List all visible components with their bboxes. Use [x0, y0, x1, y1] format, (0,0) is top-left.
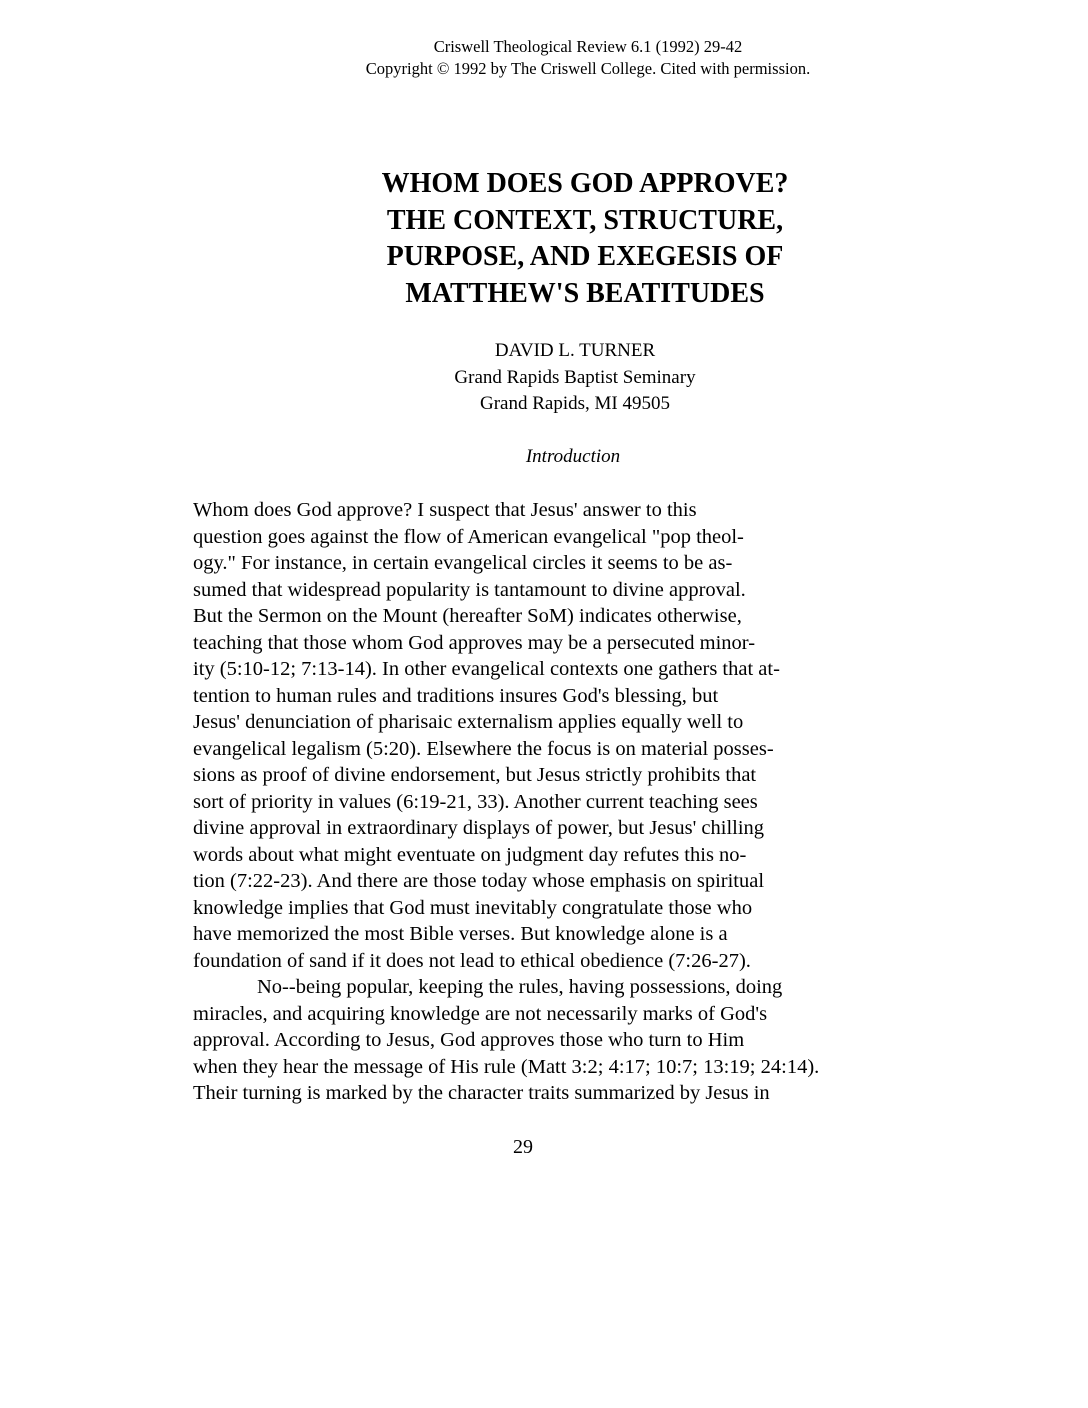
copyright-notice: Copyright © 1992 by The Criswell College. Cited with permission.	[365, 59, 811, 78]
article-title	[0, 166, 1088, 312]
author-institution: Grand Rapids Baptist Seminary	[454, 366, 696, 388]
text-line: ity (5:10-12; 7:13-14). In other evangelical contexts one gathers that at-	[193, 658, 780, 680]
text-line: when they hear the message of His rule (Matt 3:2; 4:17; 10:7; 13:19; 24:14).	[193, 1055, 820, 1078]
author-name: DAVID L. TURNER	[494, 340, 656, 361]
title-line: THE CONTEXT, STRUCTURE,	[386, 204, 784, 236]
text-line: knowledge implies that God must inevitably congratulate those who	[193, 896, 753, 919]
text-line: words about what might eventuate on judgment day refutes this no-	[193, 843, 747, 866]
text-line: tention to human rules and traditions insures God's blessing, but	[193, 684, 719, 707]
section-heading: Introduction	[525, 446, 621, 467]
text-line: ogy." For instance, in certain evangelical circles it seems to be as-	[193, 552, 733, 574]
text-line: miracles, and acquiring knowledge are not necessarily marks of God's	[193, 1002, 768, 1025]
text-line: sumed that widespread popularity is tantamount to divine approval.	[193, 578, 746, 601]
title-line: PURPOSE, AND EXEGESIS OF	[386, 241, 784, 272]
text-line: Whom does God approve? I suspect that Jesus' answer to this	[193, 499, 697, 521]
page-number: 29	[513, 1136, 533, 1158]
author-address: Grand Rapids, MI 49505	[480, 393, 670, 414]
text-line: sort of priority in values (6:19-21, 33). Another current teaching sees	[193, 790, 758, 813]
text-line: sions as proof of divine endorsement, but Jesus strictly prohibits that	[193, 764, 757, 786]
text-line: But the Sermon on the Mount (hereafter SoM) indicates otherwise,	[193, 605, 742, 627]
journal-citation: Criswell Theological Review 6.1 (1992) 29-42	[433, 37, 743, 56]
paragraph-1	[193, 497, 819, 974]
text-line: foundation of sand if it does not lead to ethical obedience (7:26-27).	[193, 949, 751, 972]
title-line: MATTHEW'S BEATITUDES	[405, 277, 765, 309]
text-line: approval. According to Jesus, God approves those who turn to Him	[193, 1029, 745, 1051]
text-line: Their turning is marked by the character traits summarized by Jesus in	[193, 1082, 770, 1104]
text-line: No--being popular, keeping the rules, having possessions, doing	[257, 976, 783, 998]
text-line: Jesus' denunciation of pharisaic externalism applies equally well to	[193, 711, 744, 733]
text-line: evangelical legalism (5:20). Elsewhere the focus is on material posses-	[193, 737, 774, 760]
text-line: tion (7:22-23). And there are those today whose emphasis on spiritual	[193, 870, 765, 892]
title-line: WHOM DOES GOD APPROVE?	[381, 168, 789, 199]
author-block	[0, 338, 1088, 418]
text-line: have memorized the most Bible verses. But knowledge alone is a	[193, 923, 728, 945]
text-line: divine approval in extraordinary displays of power, but Jesus' chilling	[193, 817, 765, 839]
paragraph-2	[193, 974, 819, 1107]
body-text	[193, 497, 819, 1107]
text-line: teaching that those whom God approves may be a persecuted minor-	[193, 631, 756, 654]
text-line: question goes against the flow of American evangelical "pop theol-	[193, 525, 744, 548]
